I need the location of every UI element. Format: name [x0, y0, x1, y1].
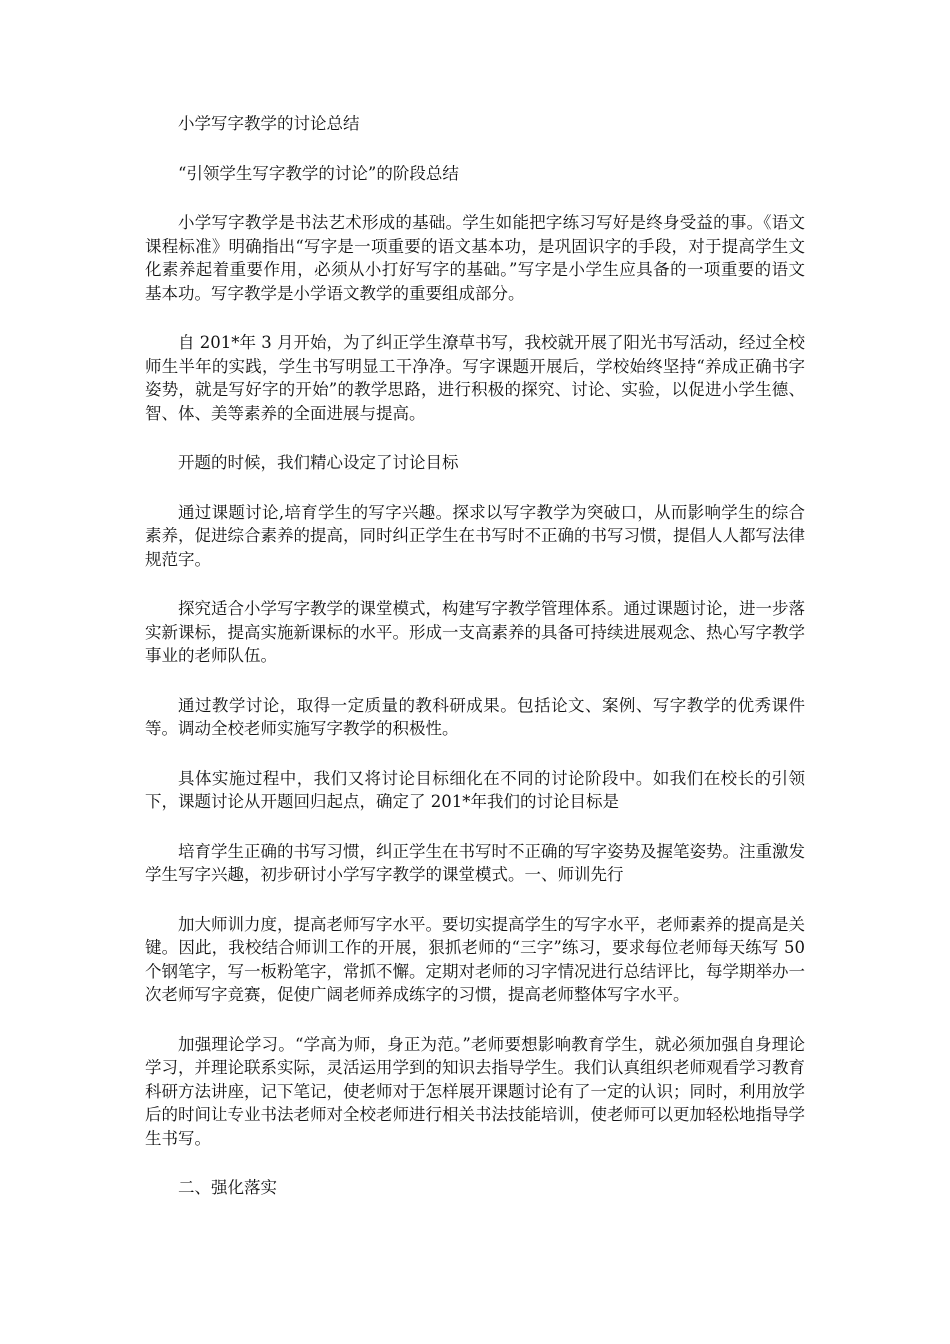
section-heading-strengthen: 二、强化落实	[178, 1178, 277, 1197]
document-subtitle: “引领学生写字教学的讨论”的阶段总结	[178, 163, 459, 183]
document-page	[145, 112, 805, 1226]
paragraph-teacher-training: 加大师训力度，提高老师写字水平。要切实提高学生的写字水平，老师素养的提高是关键。因此，我校结合师训工作的开展，狠抓老师的“三字”练习，要求每位老师每天练写 50 个钢笔字，写一板粉笔字，常抓不懈。定期对老师的习字情况进行总结评比，每学期举办一次老师写字竞赛，促使广阔老师养成练字的习惯，提高老师整体写字水平。	[145, 914, 805, 1004]
paragraph-goal-classroom: 探究适合小学写字教学的课堂模式，构建写字教学管理体系。通过课题讨论，进一步落实新课标，提高实施新课标的水平。形成一支高素养的具备可持续进展观念、热心写字教学事业的老师队伍。	[145, 599, 805, 665]
paragraph-intro: 小学写字教学是书法艺术形成的基础。学生如能把字练习写好是终身受益的事。《语文课程标准》明确指出“写字是一项重要的语文基本功，是巩固识字的手段，对于提高学生文化素养起着重要作用，必须从小打好写字的基础。”写字是小学生应具备的一项重要的语文基本功。写字教学是小学语文教学的重要组成部分。	[145, 213, 805, 303]
paragraph-goal-interest: 通过课题讨论,培育学生的写字兴趣。探求以写字教学为突破口，从而影响学生的综合素养，促进综合素养的提高，同时纠正学生在书写时不正确的书写习惯，提倡人人都写法律规范字。	[145, 502, 805, 569]
paragraph-goal-results: 通过教学讨论，取得一定质量的教科研成果。包括论文、案例、写字教学的优秀课件等。调动全校老师实施写字教学的积极性。	[145, 695, 805, 738]
paragraph-habits: 培育学生正确的书写习惯，纠正学生在书写时不正确的写字姿势及握笔姿势。注重激发学生写字兴趣，初步研讨小学写字教学的课堂模式。一、师训先行	[145, 841, 805, 884]
paragraph-theory-study: 加强理论学习。“学高为师，身正为范。”老师要想影响教育学生，就必须加强自身理论学习，并理论联系实际，灵活运用学到的知识去指导学生。我们认真组织老师观看学习教育科研方法讲座，记下笔记，使老师对于怎样展开课题讨论有了一定的认识；同时，利用放学后的时间让专业书法老师对全校老师进行相关书法技能培训，使老师可以更加轻松地指导学生书写。	[145, 1034, 805, 1148]
paragraph-background: 自 201*年 3 月开始，为了纠正学生潦草书写，我校就开展了阳光书写活动，经过全校师生半年的实践，学生书写明显工干净净。写字课题开展后，学校始终坚持“养成正确书字姿势，就是写好字的开始”的教学思路，进行积极的探究、讨论、实验，以促进小学生德、智、体、美等素养的全面进展与提高。	[145, 333, 805, 423]
paragraph-goals-heading: 开题的时候，我们精心设定了讨论目标	[178, 453, 459, 472]
document-title: 小学写字教学的讨论总结	[178, 114, 360, 133]
paragraph-implementation: 具体实施过程中，我们又将讨论目标细化在不同的讨论阶段中。如我们在校长的引领下，课题讨论从开题回归起点，确定了 201*年我们的讨论目标是	[145, 768, 805, 811]
